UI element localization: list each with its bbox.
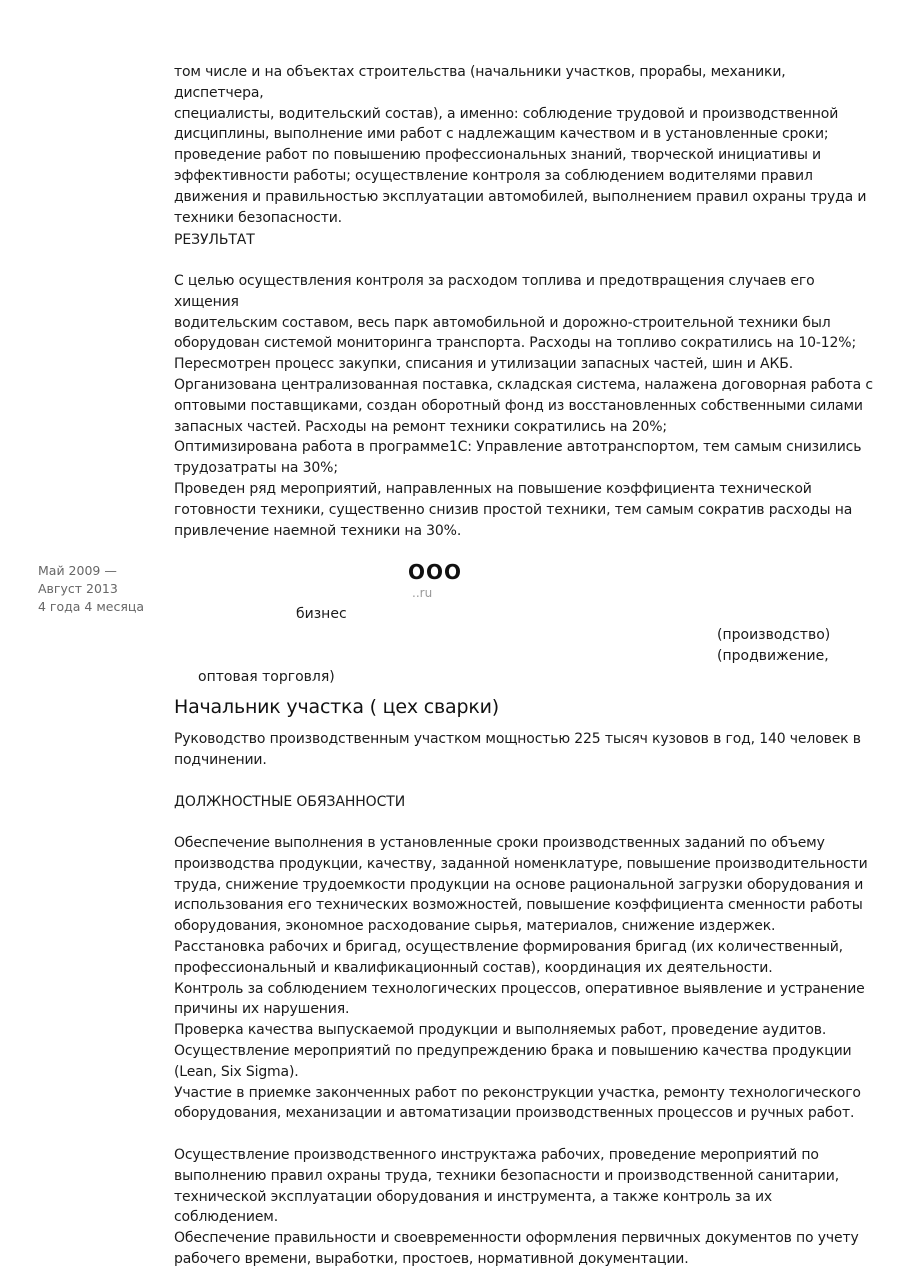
- text-line: оборудования, экономное расходование сырья, материалов, снижение издержек.: [174, 918, 776, 935]
- text-line: Обеспечение выполнения в установленные сроки производственных заданий по объему: [174, 835, 825, 851]
- text-line: Осуществление производственного инструктажа рабочих, проведение мероприятий по: [174, 1147, 819, 1163]
- previous-job-duties-text: [174, 62, 874, 228]
- text-line: Руководство производственным участком мощностью 225 тысяч кузовов в год, 140 человек в: [174, 731, 861, 747]
- text-line: подчинении.: [174, 751, 267, 768]
- text-line: дисциплины, выполнение ими работ с надлежащим качеством и в установленные сроки;: [174, 126, 829, 143]
- industry-production: (производство): [717, 627, 831, 643]
- text-line: том числе и на объектах строительства (начальники участков, прорабы, механики, диспетчера,: [174, 64, 786, 101]
- text-line: движения и правильностью эксплуатации автомобилей, выполнением правил охраны труда и: [174, 188, 867, 205]
- duties-text-continued: [174, 1145, 874, 1270]
- text-line: труда, снижение трудоемкости продукции на основе рациональной загрузки оборудования и: [174, 876, 864, 893]
- text-line: рабочего времени, выработки, простоев, нормативной документации.: [174, 1250, 689, 1267]
- text-line: привлечение наемной техники на 30%.: [174, 522, 462, 539]
- text-line: С целью осуществления контроля за расходом топлива и предотвращения случаев его хищения: [174, 273, 815, 310]
- text-line: оборудован системой мониторинга транспорта. Расходы на топливо сократились на 10-12%;: [174, 335, 857, 352]
- result-heading: РЕЗУЛЬТАТ: [174, 232, 255, 248]
- text-line: водительским составом, весь парк автомобильной и дорожно-строительной техники был: [174, 314, 831, 331]
- text-line: готовности техники, существенно снизив простой техники, тем самым сократив расходы на: [174, 501, 853, 518]
- text-line: Оптимизирована работа в программе1С: Управление автотранспортом, тем самым снизились: [174, 439, 862, 456]
- text-line: причины их нарушения.: [174, 1001, 350, 1018]
- result-text: [174, 271, 874, 541]
- text-line: (Lean, Six Sigma).: [174, 1063, 299, 1080]
- duties-text: [174, 833, 874, 1124]
- text-line: Участие в приемке законченных работ по реконструкции участка, ремонту технологического: [174, 1084, 861, 1101]
- text-line: специалисты, водительский состав), а именно: соблюдение трудовой и производственной: [174, 105, 839, 122]
- job-period: [38, 562, 144, 616]
- text-line: профессиональный и квалификационный состав), координация их деятельности.: [174, 959, 773, 976]
- text-line: технической эксплуатации оборудования и инструмента, а также контроль за их соблюдением.: [174, 1188, 773, 1226]
- text-line: производства продукции, качеству, заданной номенклатуре, повышение производительности: [174, 855, 868, 872]
- text-line: Проведен ряд мероприятий, направленных на повышение коэффициента технической: [174, 480, 812, 497]
- job-summary: [174, 729, 874, 771]
- text-line: Пересмотрен процесс закупки, списания и утилизации запасных частей, шин и АКБ.: [174, 356, 794, 373]
- industry-promotion: (продвижение,: [717, 648, 829, 664]
- text-line: оптовыми поставщиками, создан оборотный фонд из восстановленных собственными силами: [174, 397, 863, 414]
- company-name: ООО: [408, 560, 463, 584]
- text-line: запасных частей. Расходы на ремонт техники сократились на 20%;: [174, 418, 667, 435]
- text-line: Обеспечение правильности и своевременности оформления первичных документов по учету: [174, 1230, 859, 1247]
- duties-heading: ДОЛЖНОСТНЫЕ ОБЯЗАННОСТИ: [174, 794, 406, 810]
- industry-wholesale: оптовая торговля): [198, 669, 335, 685]
- period-start: Май 2009 —: [38, 563, 117, 578]
- industry-label: бизнес: [296, 606, 347, 622]
- text-line: техники безопасности.: [174, 209, 342, 226]
- text-line: Организована централизованная поставка, складская система, налажена договорная работа с: [174, 376, 873, 393]
- period-end: Август 2013: [38, 581, 118, 596]
- text-line: выполнению правил охраны труда, техники безопасности и производственной санитарии,: [174, 1167, 839, 1184]
- text-line: оборудования, механизации и автоматизации производственных процессов и ручных работ.: [174, 1105, 855, 1122]
- text-line: трудозатраты на 30%;: [174, 460, 338, 477]
- text-line: Осуществление мероприятий по предупреждению брака и повышению качества продукции: [174, 1042, 852, 1059]
- text-line: проведение работ по повышению профессиональных знаний, творческой инициативы и: [174, 147, 821, 164]
- period-duration: 4 года 4 месяца: [38, 599, 145, 614]
- text-line: Расстановка рабочих и бригад, осуществление формирования бригад (их количественный,: [174, 938, 843, 955]
- job-title: Начальник участка ( цех сварки): [174, 696, 499, 718]
- text-line: использования его технических возможностей, повышение коэффициента сменности работы: [174, 897, 863, 914]
- text-line: эффективности работы; осуществление контроля за соблюдением водителями правил: [174, 167, 813, 184]
- company-site[interactable]: ..ru: [412, 586, 433, 600]
- text-line: Контроль за соблюдением технологических процессов, оперативное выявление и устранение: [174, 980, 865, 997]
- text-line: Проверка качества выпускаемой продукции и выполняемых работ, проведение аудитов.: [174, 1022, 827, 1039]
